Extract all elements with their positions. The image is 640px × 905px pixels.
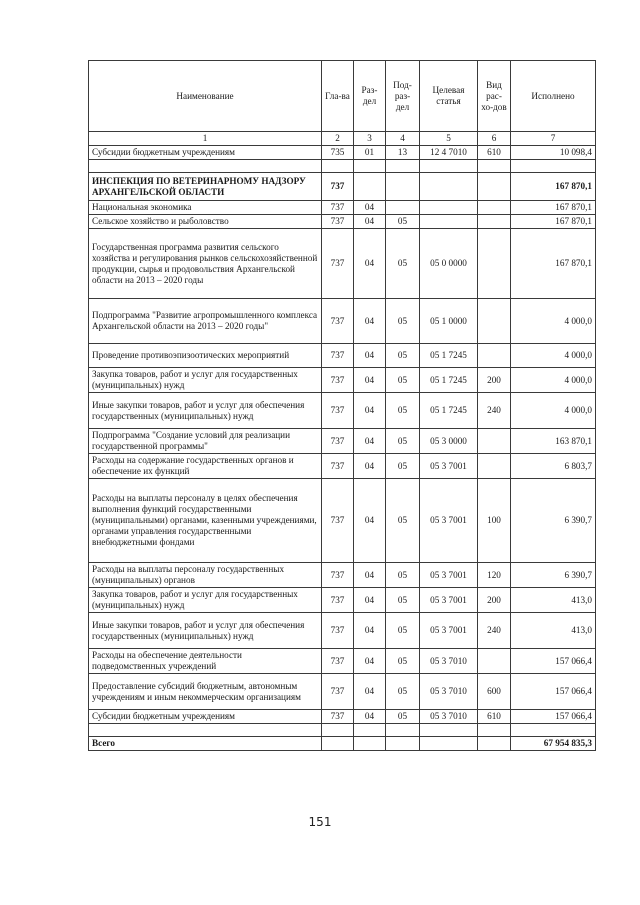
table-row	[89, 588, 596, 613]
cell-vid	[478, 429, 511, 454]
spacer-row	[89, 724, 596, 737]
cell-value: 413,0	[511, 588, 596, 613]
cell-statya: 05 0 0000	[420, 229, 478, 299]
cell-statya: 05 3 7010	[420, 649, 478, 674]
cell-name: Расходы на выплаты персоналу в целях обеспечения выполнения функций государственными (муниципальными) органами, казенными учреждениями, органами управления государственными внебюджетными фондами	[89, 479, 322, 563]
cell-podrazdel: 05	[386, 299, 420, 344]
cell-name: ИНСПЕКЦИЯ ПО ВЕТЕРИНАРНОМУ НАДЗОРУ АРХАНГЕЛЬСКОЙ ОБЛАСТИ	[89, 173, 322, 201]
cell-podrazdel	[386, 201, 420, 215]
cell-value: 6 390,7	[511, 563, 596, 588]
cell-podrazdel: 05	[386, 393, 420, 429]
cell-razdel: 04	[354, 299, 386, 344]
cell-statya	[420, 201, 478, 215]
table-row	[89, 454, 596, 479]
cell-podrazdel: 05	[386, 613, 420, 649]
cell-razdel	[354, 737, 386, 751]
cell-name: Субсидии бюджетным учреждениям	[89, 146, 322, 160]
cell-glava: 737	[322, 674, 354, 710]
spacer-cell	[354, 160, 386, 173]
cell-razdel: 04	[354, 710, 386, 724]
cell-name: Национальная экономика	[89, 201, 322, 215]
column-number: 7	[511, 132, 596, 146]
cell-statya: 12 4 7010	[420, 146, 478, 160]
cell-value: 4 000,0	[511, 393, 596, 429]
cell-value: 167 870,1	[511, 229, 596, 299]
cell-razdel: 04	[354, 454, 386, 479]
cell-razdel: 04	[354, 201, 386, 215]
cell-statya: 05 3 7001	[420, 613, 478, 649]
cell-glava: 737	[322, 299, 354, 344]
cell-podrazdel: 05	[386, 710, 420, 724]
cell-podrazdel: 05	[386, 588, 420, 613]
cell-statya: 05 1 7245	[420, 344, 478, 368]
header-statya: Целевая статья	[420, 61, 478, 132]
cell-glava: 737	[322, 201, 354, 215]
spacer-cell	[386, 724, 420, 737]
cell-statya: 05 3 7001	[420, 588, 478, 613]
cell-razdel: 04	[354, 393, 386, 429]
cell-glava: 737	[322, 429, 354, 454]
column-number: 4	[386, 132, 420, 146]
cell-podrazdel: 05	[386, 368, 420, 393]
cell-value: 167 870,1	[511, 173, 596, 201]
cell-podrazdel: 05	[386, 479, 420, 563]
table-row	[89, 479, 596, 563]
cell-podrazdel	[386, 737, 420, 751]
spacer-cell	[420, 724, 478, 737]
cell-vid: 200	[478, 368, 511, 393]
cell-name: Подпрограмма "Развитие агропромышленного комплекса Архангельской области на 2013 – 2020 годы"	[89, 299, 322, 344]
cell-statya: 05 3 7001	[420, 454, 478, 479]
header-name: Наименование	[89, 61, 322, 132]
cell-statya: 05 1 0000	[420, 299, 478, 344]
header-podrazdel: Под-раз-дел	[386, 61, 420, 132]
cell-name: Закупка товаров, работ и услуг для государственных (муниципальных) нужд	[89, 588, 322, 613]
table-row-total	[89, 737, 596, 751]
cell-glava: 737	[322, 588, 354, 613]
spacer-cell	[511, 160, 596, 173]
cell-statya: 05 3 0000	[420, 429, 478, 454]
cell-glava: 737	[322, 649, 354, 674]
cell-value: 6 803,7	[511, 454, 596, 479]
cell-razdel: 04	[354, 479, 386, 563]
cell-value: 6 390,7	[511, 479, 596, 563]
cell-vid: 240	[478, 393, 511, 429]
cell-podrazdel: 05	[386, 563, 420, 588]
cell-glava: 737	[322, 563, 354, 588]
cell-name: Проведение противоэпизоотических мероприятий	[89, 344, 322, 368]
cell-vid: 240	[478, 613, 511, 649]
table-row	[89, 146, 596, 160]
header-glava: Гла-ва	[322, 61, 354, 132]
table-row	[89, 215, 596, 229]
table-row-total	[89, 173, 596, 201]
table-row	[89, 674, 596, 710]
cell-vid	[478, 173, 511, 201]
spacer-cell	[511, 724, 596, 737]
cell-razdel	[354, 173, 386, 201]
cell-statya	[420, 173, 478, 201]
cell-vid: 100	[478, 479, 511, 563]
table-row	[89, 368, 596, 393]
cell-glava: 737	[322, 229, 354, 299]
cell-vid	[478, 737, 511, 751]
table-row	[89, 429, 596, 454]
spacer-cell	[478, 160, 511, 173]
cell-razdel: 04	[354, 563, 386, 588]
cell-podrazdel: 05	[386, 454, 420, 479]
spacer-cell	[420, 160, 478, 173]
cell-value: 157 066,4	[511, 710, 596, 724]
cell-name: Субсидии бюджетным учреждениям	[89, 710, 322, 724]
cell-podrazdel: 05	[386, 674, 420, 710]
cell-value: 4 000,0	[511, 344, 596, 368]
cell-razdel: 04	[354, 649, 386, 674]
table-row	[89, 393, 596, 429]
cell-name: Расходы на содержание государственных органов и обеспечение их функций	[89, 454, 322, 479]
cell-statya	[420, 215, 478, 229]
column-number: 2	[322, 132, 354, 146]
table-row	[89, 229, 596, 299]
cell-vid: 600	[478, 674, 511, 710]
spacer-row	[89, 160, 596, 173]
cell-vid: 610	[478, 710, 511, 724]
cell-statya: 05 3 7001	[420, 479, 478, 563]
page-number: 151	[308, 815, 332, 829]
spacer-cell	[89, 724, 322, 737]
table-row	[89, 613, 596, 649]
cell-name: Расходы на выплаты персоналу государственных (муниципальных) органов	[89, 563, 322, 588]
cell-glava: 737	[322, 393, 354, 429]
cell-vid	[478, 229, 511, 299]
table-body	[89, 146, 596, 751]
cell-value: 157 066,4	[511, 674, 596, 710]
cell-glava: 737	[322, 173, 354, 201]
cell-name: Государственная программа развития сельского хозяйства и регулирования рынков сельскохозяйственной продукции, сырья и продовольствия Архангельской области на 2013 – 2020 годы	[89, 229, 322, 299]
cell-vid	[478, 215, 511, 229]
column-number-row	[89, 132, 596, 146]
cell-vid	[478, 454, 511, 479]
cell-razdel: 04	[354, 674, 386, 710]
cell-podrazdel: 05	[386, 215, 420, 229]
cell-vid: 610	[478, 146, 511, 160]
cell-podrazdel: 05	[386, 344, 420, 368]
spacer-cell	[354, 724, 386, 737]
spacer-cell	[322, 724, 354, 737]
cell-podrazdel: 13	[386, 146, 420, 160]
cell-value: 4 000,0	[511, 299, 596, 344]
cell-statya: 05 3 7001	[420, 563, 478, 588]
cell-podrazdel: 05	[386, 429, 420, 454]
cell-glava: 735	[322, 146, 354, 160]
cell-glava: 737	[322, 215, 354, 229]
cell-glava: 737	[322, 344, 354, 368]
spacer-cell	[478, 724, 511, 737]
cell-name: Предоставление субсидий бюджетным, автономным учреждениям и иным некоммерческим организациям	[89, 674, 322, 710]
cell-name: Иные закупки товаров, работ и услуг для обеспечения государственных (муниципальных) нужд	[89, 393, 322, 429]
cell-value: 167 870,1	[511, 215, 596, 229]
cell-razdel: 04	[354, 344, 386, 368]
cell-vid: 200	[478, 588, 511, 613]
table-row	[89, 299, 596, 344]
cell-statya	[420, 737, 478, 751]
cell-name: Подпрограмма "Создание условий для реализации государственной программы"	[89, 429, 322, 454]
cell-statya: 05 3 7010	[420, 710, 478, 724]
cell-value: 413,0	[511, 613, 596, 649]
cell-name: Иные закупки товаров, работ и услуг для обеспечения государственных (муниципальных) нужд	[89, 613, 322, 649]
table-row	[89, 201, 596, 215]
cell-podrazdel	[386, 173, 420, 201]
spacer-cell	[89, 160, 322, 173]
cell-value: 157 066,4	[511, 649, 596, 674]
spacer-cell	[322, 160, 354, 173]
header-row	[89, 61, 596, 132]
cell-glava	[322, 737, 354, 751]
cell-razdel: 04	[354, 613, 386, 649]
cell-value: 163 870,1	[511, 429, 596, 454]
column-number: 3	[354, 132, 386, 146]
cell-vid	[478, 344, 511, 368]
header-vid: Вид рас-хо-дов	[478, 61, 511, 132]
header-razdel: Раз-дел	[354, 61, 386, 132]
cell-razdel: 04	[354, 429, 386, 454]
cell-vid	[478, 299, 511, 344]
cell-podrazdel: 05	[386, 229, 420, 299]
cell-value: 10 098,4	[511, 146, 596, 160]
cell-razdel: 04	[354, 215, 386, 229]
table-row	[89, 649, 596, 674]
cell-name: Сельское хозяйство и рыболовство	[89, 215, 322, 229]
cell-vid	[478, 649, 511, 674]
cell-value: 4 000,0	[511, 368, 596, 393]
cell-podrazdel: 05	[386, 649, 420, 674]
cell-name: Закупка товаров, работ и услуг для государственных (муниципальных) нужд	[89, 368, 322, 393]
table-row	[89, 710, 596, 724]
cell-razdel: 04	[354, 588, 386, 613]
header-value: Исполнено	[511, 61, 596, 132]
cell-statya: 05 3 7010	[420, 674, 478, 710]
cell-vid: 120	[478, 563, 511, 588]
cell-vid	[478, 201, 511, 215]
cell-glava: 737	[322, 479, 354, 563]
column-number: 6	[478, 132, 511, 146]
table-row	[89, 563, 596, 588]
cell-statya: 05 1 7245	[420, 368, 478, 393]
cell-razdel: 04	[354, 229, 386, 299]
cell-razdel: 01	[354, 146, 386, 160]
column-number: 5	[420, 132, 478, 146]
cell-razdel: 04	[354, 368, 386, 393]
cell-value: 167 870,1	[511, 201, 596, 215]
cell-statya: 05 1 7245	[420, 393, 478, 429]
column-number: 1	[89, 132, 322, 146]
cell-value: 67 954 835,3	[511, 737, 596, 751]
cell-glava: 737	[322, 368, 354, 393]
table-row	[89, 344, 596, 368]
cell-name: Расходы на обеспечение деятельности подведомственных учреждений	[89, 649, 322, 674]
cell-glava: 737	[322, 710, 354, 724]
cell-glava: 737	[322, 613, 354, 649]
cell-glava: 737	[322, 454, 354, 479]
budget-table	[88, 60, 596, 751]
cell-name: Всего	[89, 737, 322, 751]
spacer-cell	[386, 160, 420, 173]
